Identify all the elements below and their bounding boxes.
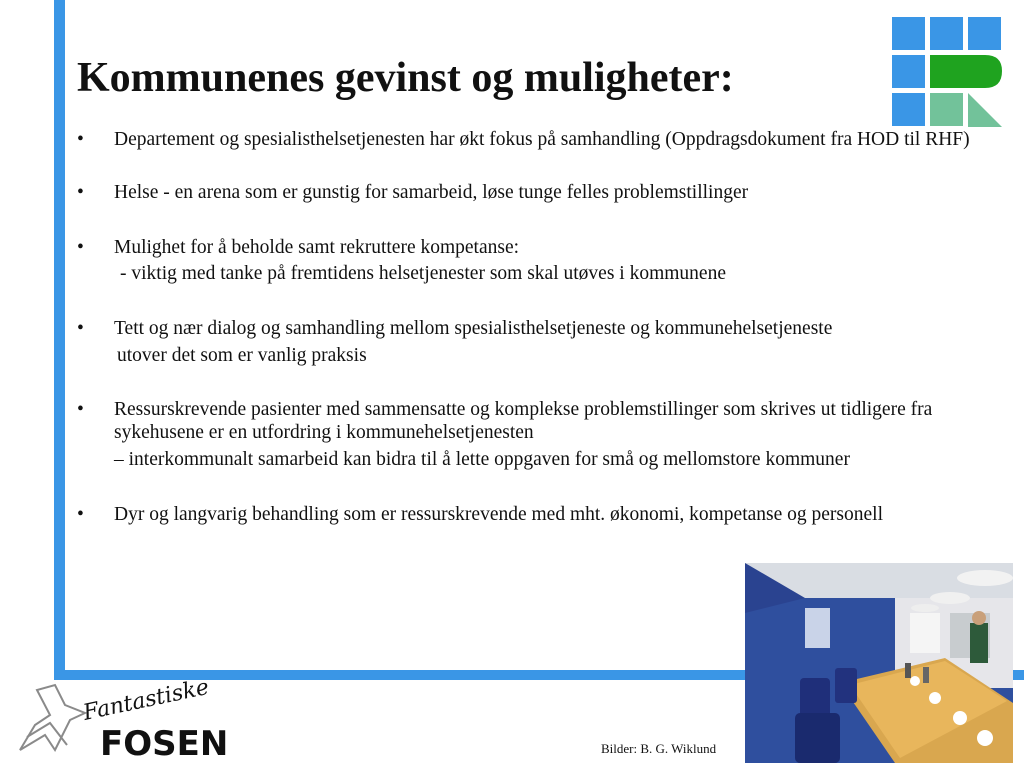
bullet-subtext: utover det som er vanlig praksis bbox=[117, 345, 367, 366]
fantastiske-fosen-logo bbox=[15, 675, 245, 763]
bullet-text: Tett og nær dialog og samhandling mellom spesialisthelsetjeneste og kommunehelsetjeneste bbox=[114, 318, 833, 339]
fosen-logo-script: Fantastiske bbox=[81, 675, 212, 726]
bullet-text: Helse - en arena som er gunstig for samarbeid, løse tunge felles problemstillinger bbox=[114, 182, 749, 203]
bullet-marker: • bbox=[77, 399, 84, 420]
bullet-item bbox=[77, 503, 977, 526]
bullet-item bbox=[77, 236, 977, 259]
bullet-text: Ressurskrevende pasienter med sammensatte og komplekse problemstillinger som skrives ut tidligere fra sykehusene er en utfordring i kommunehelsetjenesten bbox=[114, 399, 933, 443]
bullet-marker: • bbox=[77, 504, 84, 525]
bullet-item bbox=[77, 181, 977, 204]
organization-logo bbox=[890, 15, 1004, 129]
bullet-marker: • bbox=[77, 129, 84, 150]
meeting-room-photo bbox=[745, 563, 1013, 763]
bullet-subtext: - viktig med tanke på fremtidens helsetjenester som skal utøves i kommunene bbox=[120, 263, 726, 284]
bullet-text: Dyr og langvarig behandling som er ressurskrevende med mht. økonomi, kompetanse og personell bbox=[114, 504, 883, 525]
bullet-list bbox=[77, 128, 977, 526]
fosen-logo-word: FOSEN bbox=[100, 724, 229, 763]
bullet-item bbox=[77, 317, 977, 340]
bullet-text: Mulighet for å beholde samt rekruttere kompetanse: bbox=[114, 237, 520, 258]
bullet-subtext: – interkommunalt samarbeid kan bidra til å lette oppgaven for små og mellomstore kommuner bbox=[114, 449, 850, 470]
bullet-marker: • bbox=[77, 182, 84, 203]
bullet-marker: • bbox=[77, 237, 84, 258]
slide-frame-left bbox=[54, 0, 65, 680]
bullet-item bbox=[77, 398, 977, 444]
bullet-marker: • bbox=[77, 318, 84, 339]
slide-title: Kommunenes gevinst og muligheter: bbox=[77, 55, 734, 101]
bullet-item bbox=[77, 128, 977, 151]
bullet-text: Departement og spesialisthelsetjenesten har økt fokus på samhandling (Oppdragsdokument fra HOD til RHF) bbox=[114, 129, 970, 150]
photo-credit: Bilder: B. G. Wiklund bbox=[601, 741, 717, 756]
